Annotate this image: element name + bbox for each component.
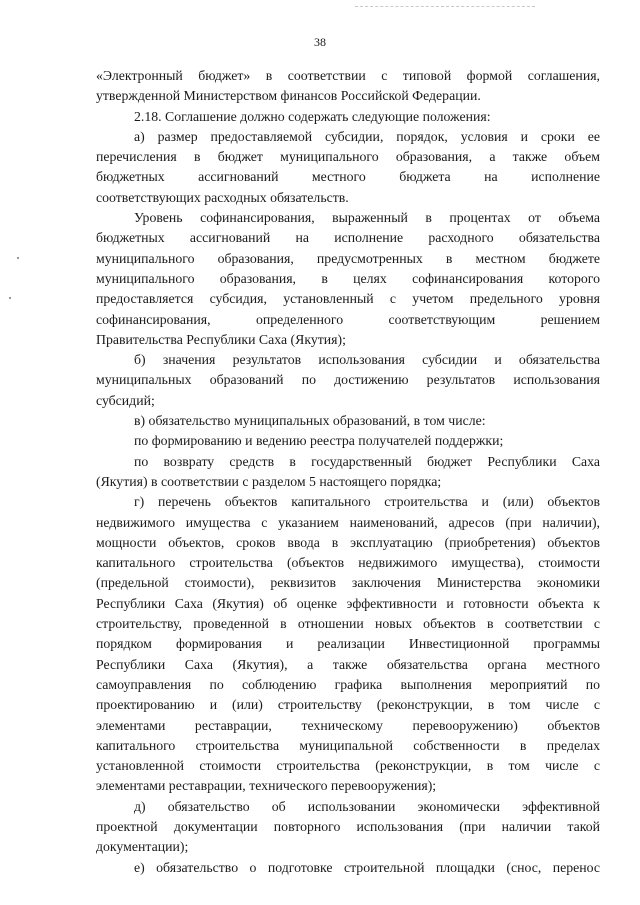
text-line: (Якутия) в соответствии с разделом 5 настоящего порядка; [96, 473, 442, 489]
text-line: капитального строительства муниципальной собственности в пределах [96, 737, 600, 753]
text-line: бюджетных ассигнований на исполнение расходного обязательства [96, 230, 600, 246]
text-line: самоуправления по соблюдению графика выполнения мероприятий по [96, 676, 600, 692]
text-line: Правительства Республики Саха (Якутия); [96, 331, 346, 347]
text-line: Уровень софинансирования, выраженный в процентах от объема [134, 210, 600, 226]
text-line: Республики Саха (Якутия) об оценке эффективности и готовности объекта к [96, 595, 600, 611]
scan-artifact-marks [355, 6, 535, 9]
text-line: предоставляется субсидия, установленный с учетом предельного уровня [96, 291, 600, 307]
page-number: 38 [314, 35, 326, 49]
text-line: документации); [96, 839, 189, 855]
text-line: элементами реставрации, техническому перевооружению) объектов [96, 717, 600, 733]
text-line: перечисления в бюджет муниципального образования, а также объем [96, 149, 600, 165]
document-body [96, 66, 600, 878]
text-line: строительству, проведенной в отношении новых объектов в соответствии с [96, 616, 600, 632]
text-line: муниципальных образований по достижению результатов использования [96, 372, 600, 388]
text-line: в) обязательство муниципальных образований, в том числе: [134, 413, 486, 429]
text-line: проектированию и (или) строительству (реконструкции, в том числе с [96, 697, 600, 713]
text-line: недвижимого имущества с указанием наименований, адресов (при наличии), [96, 514, 600, 530]
text-line: бюджетных ассигнований местного бюджета на исполнение [96, 169, 600, 185]
text-line: мощности объектов, сроков ввода в эксплуатацию (приобретения) объектов [96, 534, 600, 550]
text-line: капитального строительства (объектов недвижимого имущества), стоимости [96, 555, 600, 571]
text-line: элементами реставрации, технического перевооружения); [96, 778, 437, 794]
text-line: по формированию и ведению реестра получателей поддержки; [134, 433, 504, 449]
text-line: 2.18. Соглашение должно содержать следующие положения: [134, 108, 491, 124]
text-line: субсидий; [96, 392, 155, 408]
text-line: е) обязательство о подготовке строительной площадки (снос, перенос [134, 859, 600, 875]
text-line: софинансирования, определенного соответствующим решением [96, 311, 600, 327]
text-line: муниципального образования, предусмотренных в местном бюджете [96, 250, 600, 266]
text-line: «Электронный бюджет» в соответствии с типовой формой соглашения, [96, 68, 600, 83]
text-line: д) обязательство об использовании экономически эффективной [134, 798, 600, 814]
scan-dot [17, 257, 19, 259]
text-line: б) значения результатов использования субсидии и обязательства [134, 352, 600, 368]
text-line: по возврату средств в государственный бюджет Республики Саха [134, 453, 600, 469]
text-line: (предельной стоимости), реквизитов заключения Министерства экономики [96, 575, 600, 591]
text-line: проектной документации повторного использования (при наличии такой [96, 818, 600, 834]
text-line: г) перечень объектов капитального строительства и (или) объектов [134, 494, 600, 510]
text-line: установленной стоимости строительства (реконструкции, в том числе с [96, 758, 600, 774]
scan-dot [9, 297, 11, 299]
text-line: соответствующих расходных обязательств. [96, 189, 349, 205]
text-line: а) размер предоставляемой субсидии, порядок, условия и сроки ее [134, 128, 600, 144]
text-line: утвержденной Министерством финансов Российской Федерации. [96, 88, 481, 104]
text-line: Республики Саха (Якутия), а также обязательства органа местного [96, 656, 600, 672]
text-line: порядком формирования и реализации Инвестиционной программы [96, 636, 600, 652]
text-line: муниципального образования, в целях софинансирования которого [96, 270, 600, 286]
